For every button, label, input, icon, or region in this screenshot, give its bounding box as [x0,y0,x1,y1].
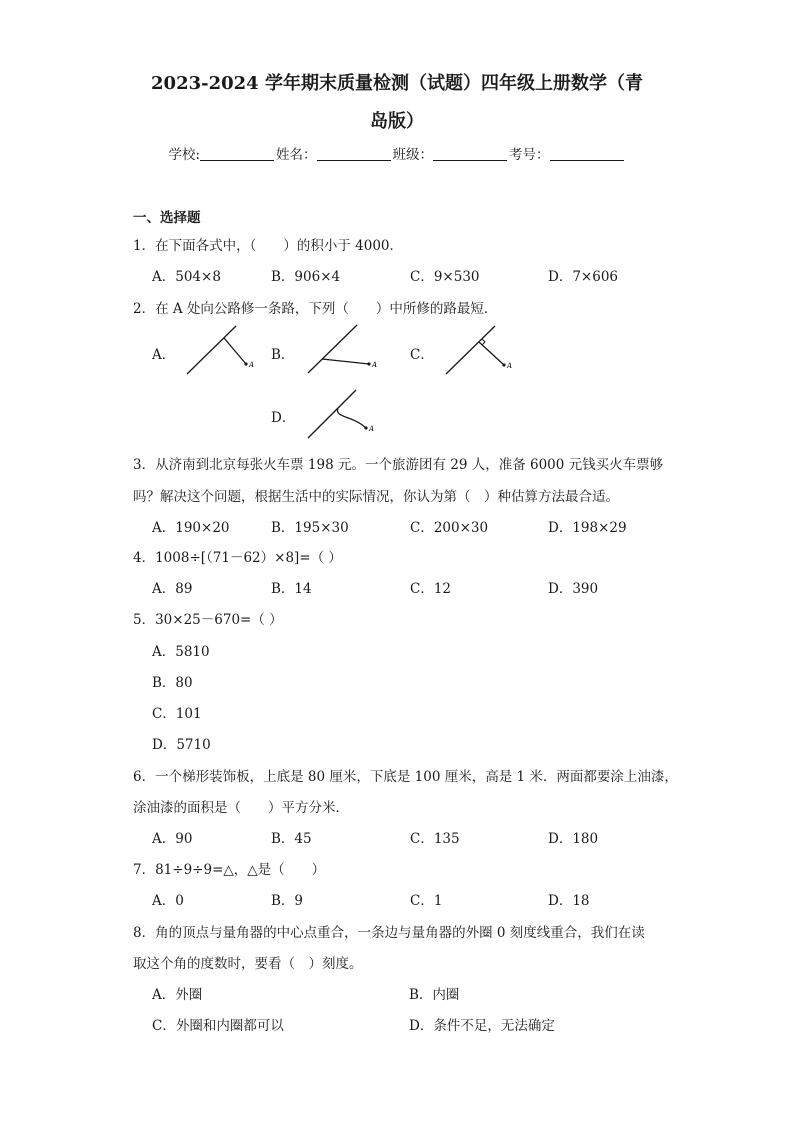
question-6-continued: 涂油漆的面积是（ ）平方分米． [133,800,349,816]
q4-option-c[interactable]: C．12 [410,581,452,597]
exam-number-blank[interactable] [550,147,624,161]
question-number: 8． [133,925,156,941]
question-8-continued: 取这个角的度数时，要看（ ）刻度。 [133,956,363,972]
point-a-label: A [372,361,378,369]
q2-figure-b [300,320,390,380]
q2-figure-a [180,320,270,380]
question-2 [133,297,497,317]
question-text: 在下面各式中，（ ）的积小于 4000． [155,238,403,254]
question-text: 81÷9÷9=△，△是（ ） [155,862,326,878]
q4-option-d[interactable]: D．390 [548,581,599,597]
question-4 [133,546,342,566]
q5-option-d[interactable]: D．5710 [152,737,211,753]
q6-option-c[interactable]: C．135 [410,831,460,847]
exam-title-line1: 2023-2024 学年期末质量检测（试题）四年级上册数学（青 [151,73,643,94]
q2-figure-d [300,382,390,442]
question-number: 6． [133,769,156,785]
q2-option-b[interactable]: B． [271,347,295,363]
q8-option-a[interactable]: A．外圈 [152,987,203,1003]
q2-option-c[interactable]: C． [410,347,434,363]
q8-option-d[interactable]: D．条件不足，无法确定 [409,1018,555,1034]
q7-option-a[interactable]: A．0 [152,893,184,909]
q2-figure-c [438,320,528,380]
student-info-row [0,143,794,163]
q2-option-a[interactable]: A． [152,347,176,363]
section-heading: 一、选择题 [133,210,201,226]
q3-option-d[interactable]: D．198×29 [548,520,627,536]
q5-option-a[interactable]: A．5810 [152,644,210,660]
question-number: 2． [133,301,156,317]
question-text: 30×25－670=（ ） [155,612,283,628]
q1-option-d[interactable]: D．7×606 [548,269,618,285]
q3-option-c[interactable]: C．200×30 [410,520,489,536]
q7-option-d[interactable]: D．18 [548,893,590,909]
question-number: 7． [133,862,156,878]
point-a-label: A [249,361,255,369]
question-text-line1: 角的顶点与量角器的中心点重合，一条边与量角器的外圈 0 刻度线重合，我们在读 [155,925,645,941]
q6-option-a[interactable]: A．90 [152,831,193,847]
q3-option-a[interactable]: A．190×20 [152,520,230,536]
question-3 [133,453,663,473]
q1-option-b[interactable]: B．906×4 [271,269,341,285]
q7-option-c[interactable]: C．1 [410,893,443,909]
question-3-continued: 吗？解决这个问题，根据生活中的实际情况，你认为第（ ）种估算方法最合适。 [133,489,619,505]
question-number: 4． [133,550,156,566]
q3-option-b[interactable]: B．195×30 [271,520,349,536]
q1-option-c[interactable]: C．9×530 [410,269,480,285]
question-number: 5． [133,612,156,628]
q4-option-b[interactable]: B．14 [271,581,312,597]
question-8 [133,921,645,941]
q5-option-c[interactable]: C．101 [152,706,202,722]
school-blank[interactable] [200,147,274,161]
q2-option-d[interactable]: D． [271,410,296,426]
question-1 [133,234,403,254]
q1-option-a[interactable]: A．504×8 [152,269,221,285]
question-7 [133,858,325,878]
exam-number-label: 考号： [509,147,550,163]
question-text-line1: 从济南到北京每张火车票 198 元。一个旅游团有 29 人，准备 6000 元钱买火车票够 [155,457,664,473]
question-text-line1: 一个梯形装饰板，上底是 80 厘米，下底是 100 厘米，高是 1 米．两面都要涂上油漆， [155,769,678,785]
class-label: 班级： [392,147,434,163]
q7-option-b[interactable]: B．9 [271,893,304,909]
question-5 [133,608,283,628]
name-label: 姓名： [276,147,317,163]
question-6 [133,765,678,785]
question-text: 1008÷[（71－62）×8]=（ ） [155,550,342,566]
q4-option-a[interactable]: A．89 [152,581,193,597]
q8-option-b[interactable]: B．内圈 [409,987,460,1003]
exam-title-line2: 岛版） [370,111,424,132]
name-blank[interactable] [317,147,391,161]
point-a-label: A [369,425,375,433]
class-blank[interactable] [433,147,507,161]
q8-option-c[interactable]: C．外圈和内圈都可以 [152,1018,284,1034]
q6-option-d[interactable]: D．180 [548,831,599,847]
q5-option-b[interactable]: B．80 [152,675,193,691]
school-label: 学校: [168,147,201,163]
question-text: 在 A 处向公路修一条路，下列（ ）中所修的路最短． [155,301,498,317]
question-number: 1． [133,238,156,254]
point-a-label: A [507,362,513,370]
question-number: 3． [133,457,156,473]
q6-option-b[interactable]: B．45 [271,831,312,847]
